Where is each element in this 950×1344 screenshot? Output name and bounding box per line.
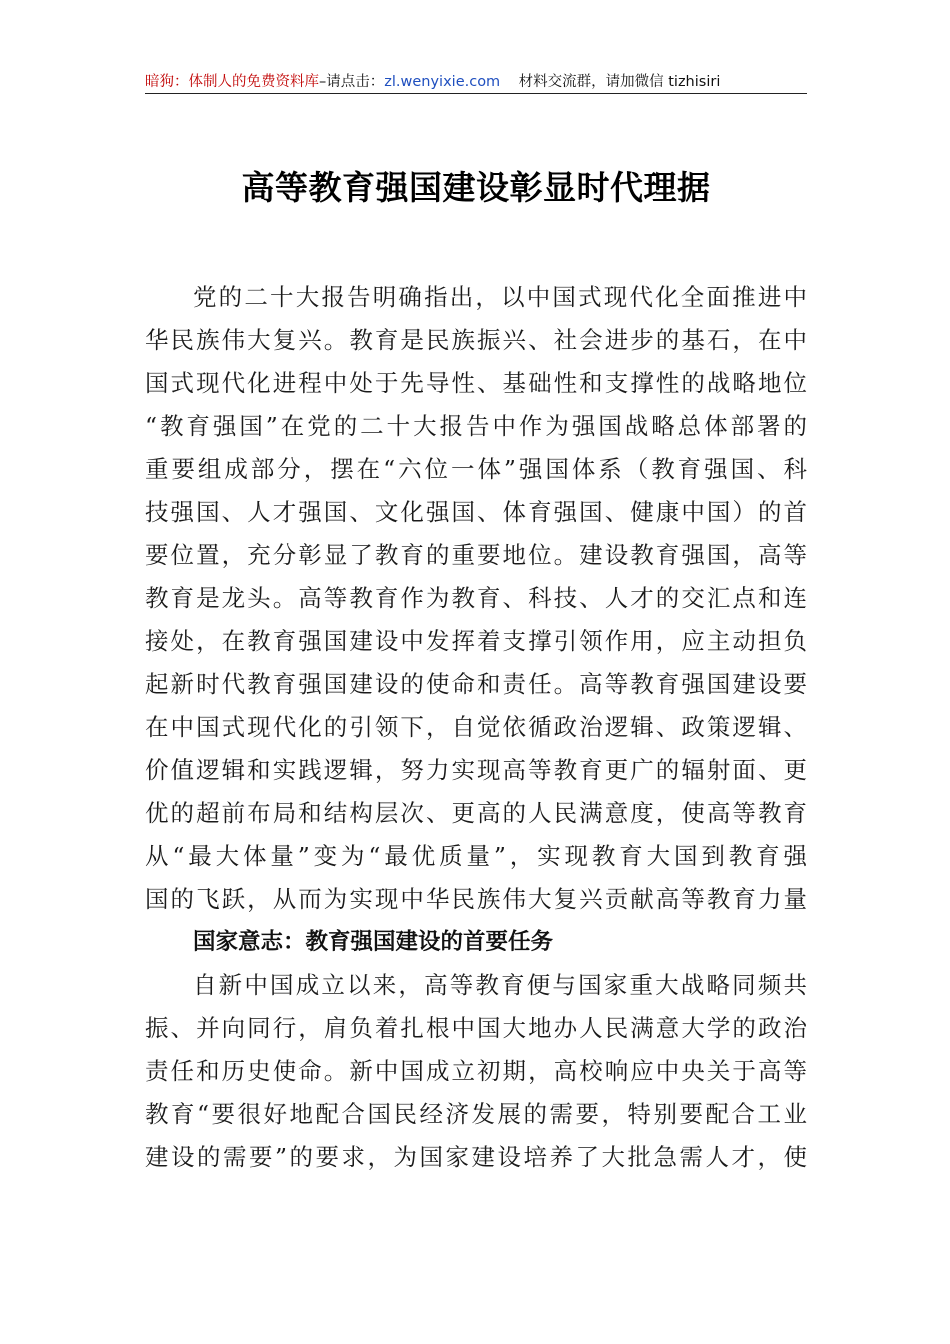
page-header xyxy=(145,70,810,92)
paragraph-line: 接处，在教育强国建设中发挥着支撑引领作用，应主动担负 xyxy=(145,627,807,655)
paragraph-line: 国的飞跃，从而为实现中华民族伟大复兴贡献高等教育力量 xyxy=(145,885,807,913)
header-url-link[interactable]: zl.wenyixie.com xyxy=(384,74,501,90)
paragraph-line: 党的二十大报告明确指出，以中国式现代化全面推进中 xyxy=(193,283,807,311)
section-heading: 国家意志：教育强国建设的首要任务 xyxy=(193,929,554,955)
paragraph-line: 在中国式现代化的引领下，自觉依循政治逻辑、政策逻辑、 xyxy=(145,713,807,741)
header-contact: 材料交流群，请加微信 tizhisiri xyxy=(518,74,721,90)
header-divider xyxy=(145,93,807,94)
paragraph-line: 国式现代化进程中处于先导性、基础性和支撑性的战略地位 xyxy=(145,369,807,397)
paragraph-line: 价值逻辑和实践逻辑，努力实现高等教育更广的辐射面、更 xyxy=(145,756,807,784)
paragraph-line: 教育“要很好地配合国民经济发展的需要，特别要配合工业 xyxy=(145,1100,807,1128)
paragraph-line: 教育是龙头。高等教育作为教育、科技、人才的交汇点和连 xyxy=(145,584,807,612)
paragraph-line: 振、并向同行，肩负着扎根中国大地办人民满意大学的政治 xyxy=(145,1014,807,1042)
document-title: 高等教育强国建设彰显时代理据 xyxy=(241,168,711,207)
paragraph-line: 要位置，充分彰显了教育的重要地位。建设教育强国，高等 xyxy=(145,541,807,569)
paragraph-line: 起新时代教育强国建设的使命和责任。高等教育强国建设要 xyxy=(145,670,807,698)
paragraph-line: 技强国、人才强国、文化强国、体育强国、健康中国）的首 xyxy=(145,498,807,526)
paragraph-line: 建设的需要”的要求，为国家建设培养了大批急需人才，使 xyxy=(145,1143,807,1171)
paragraph-line: 自新中国成立以来，高等教育便与国家重大战略同频共 xyxy=(193,971,807,999)
paragraph-line: 华民族伟大复兴。教育是民族振兴、社会进步的基石，在中 xyxy=(145,326,807,354)
paragraph-line: “教育强国”在党的二十大报告中作为强国战略总体部署的 xyxy=(145,412,807,440)
paragraph-line: 责任和历史使命。新中国成立初期，高校响应中央关于高等 xyxy=(145,1057,807,1085)
header-brand: 暗狗：体制人的免费资料库 xyxy=(145,74,319,90)
paragraph-line: 优的超前布局和结构层次、更高的人民满意度，使高等教育 xyxy=(145,799,807,827)
paragraph-line: 重要组成部分，摆在“六位一体”强国体系（教育强国、科 xyxy=(145,455,807,483)
paragraph-line: 从“最大体量”变为“最优质量”，实现教育大国到教育强 xyxy=(145,842,807,870)
header-prompt: –请点击： xyxy=(319,74,385,90)
